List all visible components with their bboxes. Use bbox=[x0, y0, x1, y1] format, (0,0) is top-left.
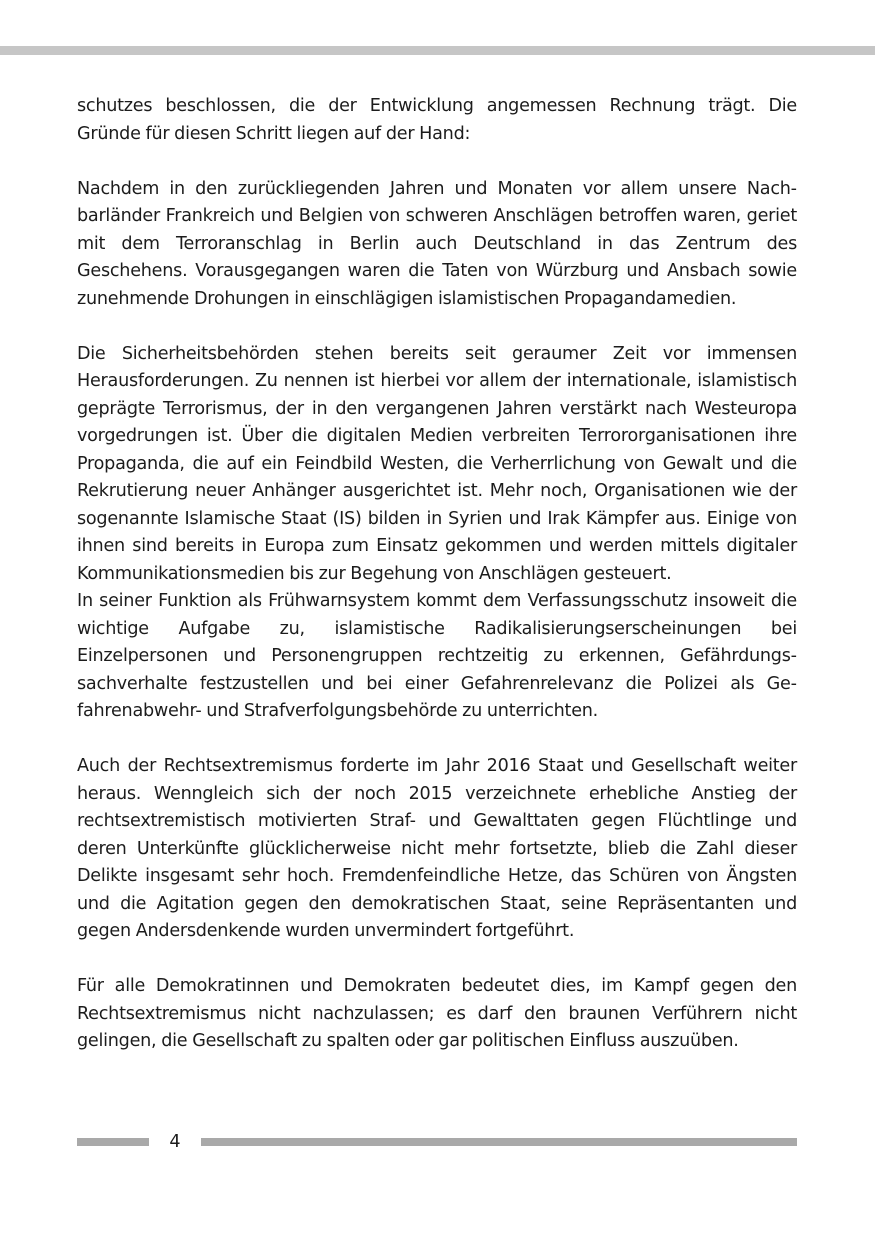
footer-rule-left bbox=[77, 1138, 149, 1146]
footer-rule-right bbox=[201, 1138, 797, 1146]
top-divider bbox=[0, 46, 875, 55]
paragraph-4: In seiner Funktion als Frühwarnsystem kommt dem Verfassungsschutz insoweit die wichtige Aufgabe zu, islamistische Radikalisierungserscheinungen bei Einzelpersonen und Personengruppen rechtzeitig zu erkennen, Gefährdungssachverhalte festzustellen und bei einer Gefahrenrelevanz die Polizei als Gefahrenabwehr- und Strafverfolgungsbehörde zu unterrichten. bbox=[77, 591, 797, 721]
page-footer bbox=[77, 1128, 797, 1156]
paragraph-6: Für alle Demokratinnen und Demokraten bedeutet dies, im Kampf gegen den Rechtsextremismus nicht nachzulassen; es darf den braunen Verführern nicht gelingen, die Gesellschaft zu spalten oder gar politischen Einfluss auszuüben. bbox=[77, 976, 797, 1051]
paragraph-3: Die Sicherheitsbehörden stehen bereits seit geraumer Zeit vor immensen Herausforderungen. Zu nennen ist hierbei vor allem der internationale, islamistisch geprägte Terrorismus, der in den vergangenen Jahren verstärkt nach Westeuropa vorgedrungen ist. Über die digitalen Medien verbreiten Terrororganisationen ihre Propaganda, die auf ein Feindbild Westen, die Verherrlichung von Gewalt und die Rekrutierung neuer Anhänger ausgerichtet ist. Mehr noch, Organisationen wie der sogenannte Islamische Staat (IS) bilden in Syrien und Irak Kämpfer aus. Einige von ihnen sind bereits in Europa zum Einsatz gekommen und werden mittels digitaler Kommunikationsmedien bis zur Begehung von Anschlägen gesteuert. bbox=[77, 343, 797, 584]
paragraph-2: Nachdem in den zurückliegenden Jahren und Monaten vor allem unsere Nachbarländer Frankreich und Belgien von schweren Anschlägen betroffen waren, geriet mit dem Terroranschlag in Berlin auch Deutschland in das Zentrum des Geschehens. Vorausgegangen waren die Taten von Würzburg und Ansbach sowie zunehmende Drohungen in einschlägigen islamistischen Propagandamedien. bbox=[77, 178, 797, 309]
paragraph-5: Auch der Rechtsextremismus forderte im Jahr 2016 Staat und Gesellschaft weiter heraus. Wenngleich sich der noch 2015 verzeichnete erhebliche Anstieg der rechtsextremistisch motivierten Straf- und Gewalttaten gegen Flüchtlinge und deren Unterkünfte glücklicherweise nicht mehr fortsetzte, blieb die Zahl dieser Delikte insgesamt sehr hoch. Fremdenfeindliche Hetze, das Schüren von Ängsten und die Agitation gegen den demokratischen Staat, seine Repräsentanten und gegen Andersdenkende wurden unvermindert fortgeführt. bbox=[77, 756, 797, 941]
page-number: 4 bbox=[169, 1132, 181, 1152]
paragraph-1: schutzes beschlossen, die der Entwicklung angemessen Rechnung trägt. Die Gründe für diesen Schritt liegen auf der Hand: bbox=[77, 96, 797, 144]
body-text bbox=[77, 93, 797, 1056]
